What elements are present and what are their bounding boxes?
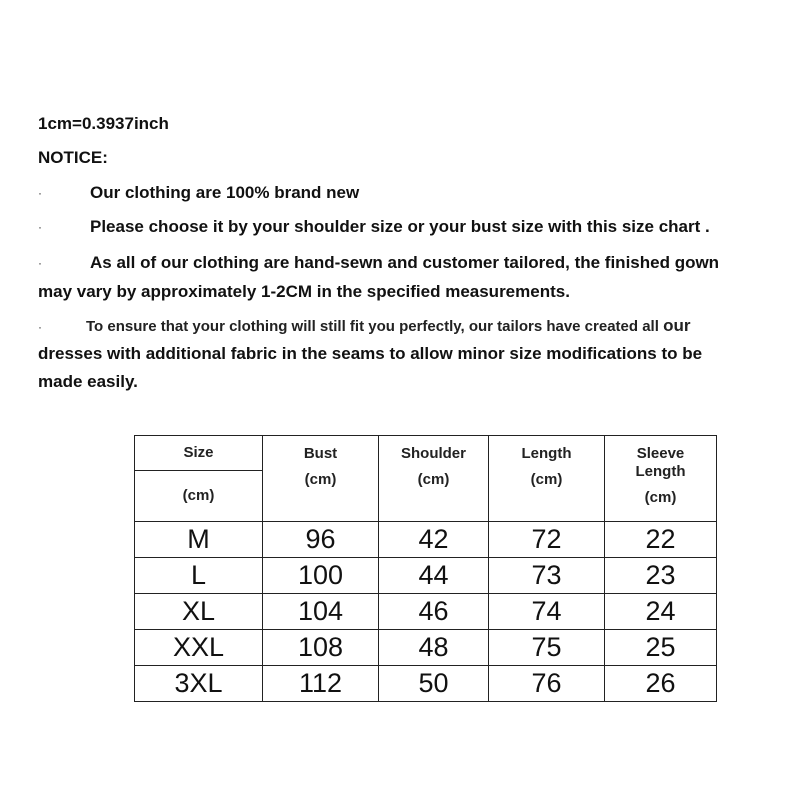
shoulder-cell: 48: [379, 630, 489, 666]
header-length: Length: [521, 445, 572, 462]
notice-line-1: Our clothing are 100% brand new: [90, 183, 360, 202]
notice-line-2: Please choose it by your shoulder size or your bust size with this size chart .: [90, 217, 710, 236]
bullet-1: ·: [38, 186, 42, 200]
header-sleeve-unit: (cm): [644, 489, 677, 506]
bust-cell: 100: [263, 558, 379, 594]
sleeve-cell: 24: [605, 594, 717, 630]
header-size: Size: [183, 444, 214, 461]
header-length-cell: [489, 436, 605, 522]
length-cell: 74: [489, 594, 605, 630]
header-sleeve-line1: Sleeve: [636, 445, 685, 462]
bust-cell: 112: [263, 666, 379, 702]
header-shoulder-unit: (cm): [417, 471, 450, 488]
shoulder-cell: 46: [379, 594, 489, 630]
header-sleeve-cell: [605, 436, 717, 522]
size-chart-table: [134, 435, 717, 702]
conversion-note: 1cm=0.3937inch: [38, 114, 169, 133]
notice-title: NOTICE:: [38, 148, 108, 167]
bust-cell: 108: [263, 630, 379, 666]
sleeve-cell: 26: [605, 666, 717, 702]
length-cell: 75: [489, 630, 605, 666]
header-shoulder: Shoulder: [400, 445, 466, 462]
table-row: [135, 558, 717, 594]
size-cell: XL: [135, 594, 263, 630]
size-cell: L: [135, 558, 263, 594]
header-size-cell: [135, 436, 263, 471]
length-cell: 72: [489, 522, 605, 558]
bullet-4: ·: [38, 320, 42, 334]
header-size-unit: (cm): [182, 487, 215, 504]
header-shoulder-cell: [379, 436, 489, 522]
shoulder-cell: 42: [379, 522, 489, 558]
header-bust: Bust: [303, 445, 338, 462]
length-cell: 73: [489, 558, 605, 594]
header-size-unit-cell: [135, 471, 263, 522]
notice-line-3b: may vary by approximately 1-2CM in the specified measurements.: [38, 282, 570, 301]
table-row: [135, 666, 717, 702]
bust-cell: 104: [263, 594, 379, 630]
notice-line-4a-text: To ensure that your clothing will still fit you perfectly, our tailors have created all: [86, 318, 659, 335]
table-row: [135, 630, 717, 666]
sleeve-cell: 22: [605, 522, 717, 558]
bullet-2: ·: [38, 220, 42, 234]
notice-line-4a: [86, 316, 690, 337]
size-cell: M: [135, 522, 263, 558]
bust-cell: 96: [263, 522, 379, 558]
header-bust-cell: [263, 436, 379, 522]
notice-line-4a-tail: our: [663, 316, 691, 335]
bullet-3: ·: [38, 256, 42, 270]
size-cell: 3XL: [135, 666, 263, 702]
shoulder-cell: 44: [379, 558, 489, 594]
sleeve-cell: 23: [605, 558, 717, 594]
header-bust-unit: (cm): [304, 471, 337, 488]
header-sleeve-line2: Length: [635, 463, 686, 480]
notice-line-4b: dresses with additional fabric in the seams to allow minor size modifications to be: [38, 344, 703, 363]
notice-line-3a: As all of our clothing are hand-sewn and customer tailored, the finished gown: [90, 253, 720, 272]
shoulder-cell: 50: [379, 666, 489, 702]
header-row-top: [135, 436, 717, 471]
table-row: [135, 522, 717, 558]
sleeve-cell: 25: [605, 630, 717, 666]
size-cell: XXL: [135, 630, 263, 666]
header-length-unit: (cm): [530, 471, 563, 488]
length-cell: 76: [489, 666, 605, 702]
table-row: [135, 594, 717, 630]
notice-line-4c: made easily.: [38, 372, 138, 391]
